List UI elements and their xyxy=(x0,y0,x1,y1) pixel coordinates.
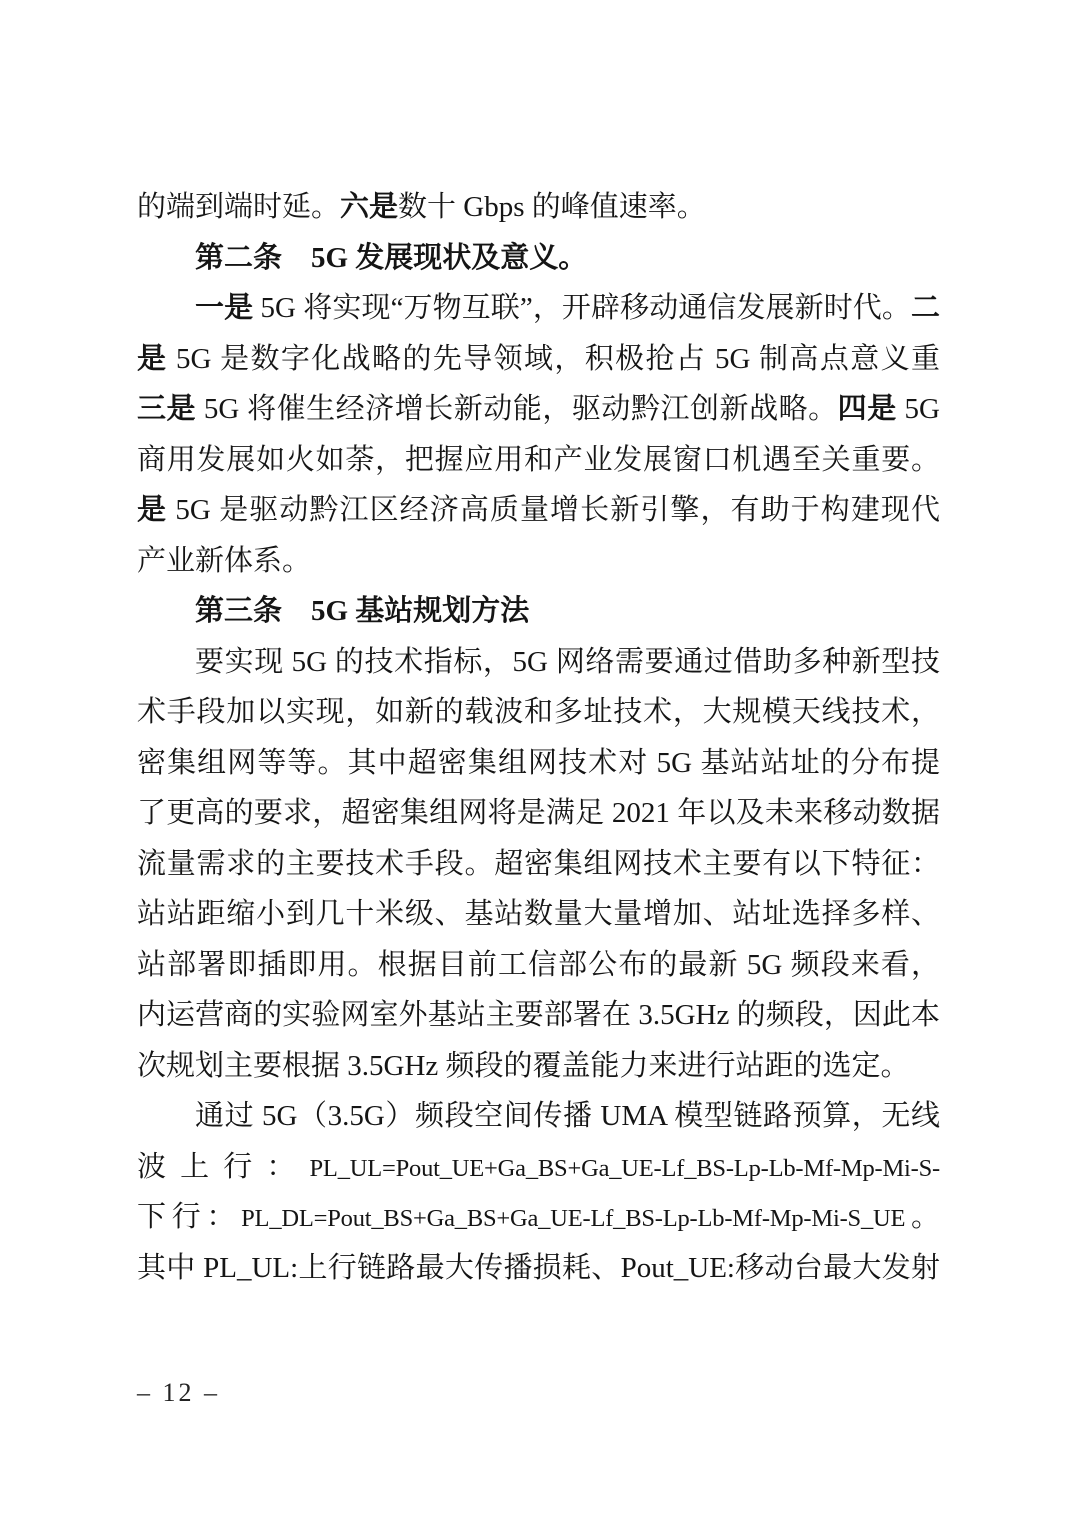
text-run: 的端到端时延。 xyxy=(137,191,341,223)
text-run: 。 xyxy=(905,1201,940,1233)
text-line xyxy=(137,1142,940,1193)
text-run: 其中 PL_UL:上行链路最大传播损耗、Pout_UE:移动台最大发射 xyxy=(137,1251,940,1284)
bold-run: 三是 xyxy=(137,393,197,425)
text-run: 5G 将实现“万物互联”，开辟移动通信发展新时代。 xyxy=(253,292,911,324)
text-run: 商用发展如火如荼，把握应用和产业发展窗口机遇至关重要。 xyxy=(137,443,940,476)
text-run: 站部署即插即用。根据目前工信部公布的最新 5G 频段来看， xyxy=(137,948,940,981)
text-line xyxy=(137,536,940,587)
page-number: – 12 – xyxy=(137,1378,220,1407)
text-run: 了更高的要求，超密集组网将是满足 2021 年以及未来移动数据 xyxy=(137,797,940,829)
heading-line xyxy=(137,233,940,284)
text-run: 内运营商的实验网室外基站主要部署在 3.5GHz 的频段，因此本 xyxy=(137,999,940,1031)
text-line xyxy=(137,889,940,940)
bold-run: 二 xyxy=(910,292,940,324)
text-run: 产业新体系。 xyxy=(137,544,312,577)
text-run: 次规划主要根据 3.5GHz 频段的覆盖能力来进行站距的选定。 xyxy=(137,1049,910,1082)
text-run: 术手段加以实现，如新的载波和多址技术，大规模天线技术， xyxy=(137,696,940,728)
text-line xyxy=(137,435,940,486)
text-line xyxy=(137,687,940,738)
text-run: PL_DL=Pout_BS+Ga_BS+Ga_UE-Lf_BS-Lp-Lb-Mf-Mp-Mi-S_UE xyxy=(241,1205,906,1232)
text-run: 密集组网等等。其中超密集组网技术对 5G 基站站址的分布提 xyxy=(137,746,940,779)
text-line xyxy=(137,1243,940,1294)
text-line xyxy=(137,485,940,536)
text-line xyxy=(137,1041,940,1092)
text-run: 数十 Gbps 的峰值速率。 xyxy=(398,191,706,223)
text-run: 站站距缩小到几十米级、基站数量大量增加、站址选择多样、 xyxy=(137,898,940,930)
bold-run: 是 xyxy=(137,342,168,375)
text-run: 下行： xyxy=(137,1201,242,1233)
text-line xyxy=(137,839,940,890)
text-run: PL_UL=Pout_UE+Ga_BS+Ga_UE-Lf_BS-Lp-Lb-Mf-Mp-Mi-S- xyxy=(309,1154,940,1182)
text-run: 5G 是驱动黔江区经济高质量增长新引擎，有助于构建现代 xyxy=(175,494,940,526)
text-line xyxy=(137,990,940,1041)
bold-run: 是 xyxy=(137,494,168,526)
text-run: 第三条 5G 基站规划方法 xyxy=(195,595,530,627)
bold-run: 六是 xyxy=(340,191,399,223)
bold-run: 四是 xyxy=(837,393,897,425)
text-run: 第二条 5G 发展现状及意义。 xyxy=(195,241,588,274)
text-line xyxy=(137,1192,940,1243)
text-run: 5G 将催生经济增长新动能，驱动黔江创新战略。 xyxy=(196,393,838,425)
text-line xyxy=(137,738,940,789)
text-run: 要实现 5G 的技术指标，5G 网络需要通过借助多种新型技 xyxy=(195,645,940,678)
text-run: 5G xyxy=(896,393,940,425)
heading-line xyxy=(137,586,940,637)
document-body xyxy=(137,182,940,1293)
text-line xyxy=(137,334,940,385)
text-line xyxy=(137,940,940,991)
text-run: 5G 是数字化战略的先导领域，积极抢占 5G 制高点意义重 xyxy=(176,342,940,375)
text-line xyxy=(137,283,940,334)
text-line xyxy=(137,788,940,839)
text-line xyxy=(137,637,940,688)
bold-run: 一是 xyxy=(195,292,254,324)
text-run: 波上行： xyxy=(137,1150,310,1183)
text-line xyxy=(137,384,940,435)
text-run: 流量需求的主要技术手段。超密集组网技术主要有以下特征： xyxy=(137,847,940,880)
text-run: 通过 5G（3.5G）频段空间传播 UMA 模型链路预算，无线 xyxy=(195,1100,940,1132)
text-line xyxy=(137,182,940,233)
text-line xyxy=(137,1091,940,1142)
